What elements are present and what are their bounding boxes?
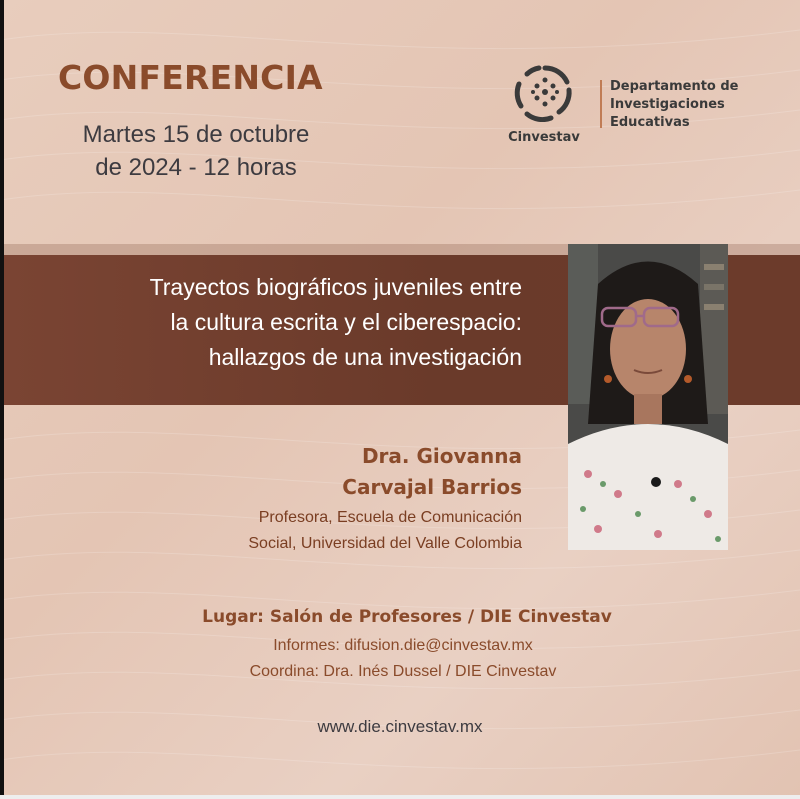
- talk-title-line-3: hallazgos de una investigación: [208, 344, 522, 370]
- talk-title-line-1: Trayectos biográficos juveniles entre: [149, 274, 522, 300]
- speaker-affiliation: [162, 505, 522, 557]
- talk-title: [102, 270, 522, 375]
- speaker-name-line-1: Dra. Giovanna: [361, 444, 522, 468]
- contact-email: Informes: difusion.die@cinvestav.mx: [273, 637, 533, 654]
- cinvestav-logo-icon: [505, 62, 585, 122]
- institution-name: Cinvestav: [508, 130, 580, 145]
- department-divider: [600, 80, 602, 128]
- speaker-photo: [568, 244, 728, 550]
- speaker-name: [222, 441, 522, 503]
- date-line-1: Martes 15 de octubre: [82, 121, 310, 148]
- speaker-affiliation-line-2: Social, Universidad del Valle Colombia: [248, 535, 522, 552]
- bottom-border: [0, 795, 800, 799]
- department-line-1: Departamento de: [610, 79, 739, 94]
- event-venue: Lugar: Salón de Profesores / DIE Cinvestav: [202, 607, 612, 627]
- speaker-affiliation-line-1: Profesora, Escuela de Comunicación: [258, 509, 522, 526]
- talk-title-line-2: la cultura escrita y el ciberespacio:: [170, 309, 522, 335]
- event-type-heading: CONFERENCIA: [58, 58, 323, 97]
- date-line-2: de 2024 - 12 horas: [95, 154, 297, 181]
- department-line-2: Investigaciones: [610, 97, 725, 112]
- website-link[interactable]: www.die.cinvestav.mx: [317, 717, 483, 736]
- speaker-name-line-2: Carvajal Barrios: [342, 475, 522, 499]
- event-coordinator: Coordina: Dra. Inés Dussel / DIE Cinvestav: [249, 663, 557, 680]
- event-date: [60, 118, 332, 184]
- department-name: [610, 78, 739, 132]
- department-line-3: Educativas: [610, 115, 690, 130]
